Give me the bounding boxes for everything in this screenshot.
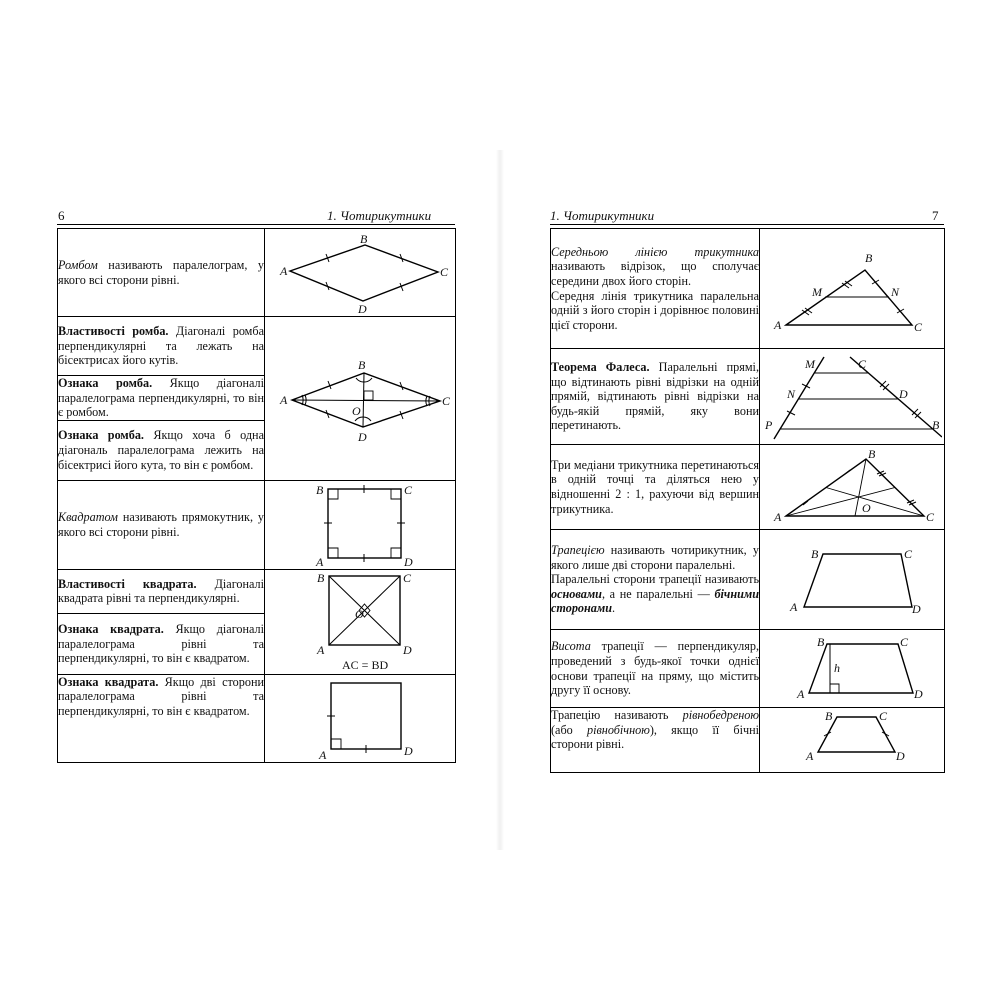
square-figure-cell [265, 480, 456, 569]
vertex-C: C [442, 394, 450, 409]
vertex-C: C [926, 510, 935, 524]
page-number: 7 [932, 208, 939, 223]
square-diagonals-figure-cell [265, 569, 456, 674]
point-D: D [899, 386, 908, 401]
vertex-D: D [404, 744, 413, 759]
vertex-D: D [358, 430, 367, 445]
table-row [58, 229, 456, 317]
trapezoid-diagram [762, 532, 942, 628]
medians-figure-cell [760, 445, 945, 530]
vertex-B: B [811, 546, 819, 561]
square-test-2: Ознака квадрата. Якщо дві сторони паралелограма рівні та перпендикулярні, то він є квадратом. [58, 674, 265, 762]
vertex-C: C [404, 482, 413, 497]
vertex-B: B [360, 231, 368, 246]
left-page [0, 0, 497, 1000]
point-N: N [787, 386, 796, 401]
point-B: B [932, 417, 940, 432]
center-O: O [355, 606, 364, 621]
rhombus-diagonals-figure-cell [265, 317, 456, 481]
table-row [551, 630, 945, 708]
diagonals-equal-formula: AC = BD [342, 657, 389, 672]
midline-figure-cell [760, 229, 945, 349]
vertex-A: A [280, 263, 288, 278]
vertex-A: A [317, 642, 325, 657]
rhombus-test-2: Ознака ромба. Якщо хоча б одна діагональ паралелограма лежить на бісектрисі його кута, то він є ромбом. [58, 420, 265, 480]
vertex-C: C [440, 264, 449, 279]
rhombus-diagonals-diagram [270, 323, 450, 473]
isosceles-trapezoid-diagram [762, 710, 942, 770]
right-page [503, 0, 1000, 1000]
vertex-C: C [403, 570, 412, 585]
vertex-C: C [900, 634, 909, 649]
triangle-medians-diagram [762, 446, 942, 528]
isosceles-trapezoid-figure-cell [760, 708, 945, 773]
point-C: C [858, 356, 867, 371]
vertex-A: A [790, 599, 798, 614]
table-row [551, 349, 945, 445]
vertex-C: C [904, 546, 913, 561]
square-sides-figure-cell [265, 674, 456, 762]
vertex-A: A [797, 686, 805, 701]
midline-definition: Середньою лінією трикутника називають відрізок, що сполучає середини двох його сторін. Середня лінія трикутника паралельна одній з його сторін і дорівнює половині цієї сторони. [551, 229, 760, 349]
triangle-midline-diagram [762, 232, 942, 346]
vertex-A: A [774, 510, 782, 524]
rhombus-test-1: Ознака ромба. Якщо діагоналі паралелограма перпендикулярні, то він є ромбом. [58, 376, 264, 420]
table-row [58, 317, 456, 376]
trapezoid-figure-cell [760, 530, 945, 630]
square-diagonals-diagram [270, 570, 450, 674]
thales-diagram [762, 351, 942, 443]
table-row [58, 480, 456, 569]
table-row [58, 674, 456, 762]
vertex-D: D [896, 749, 905, 763]
vertex-A: A [774, 317, 782, 332]
rhombus-figure-cell [265, 229, 456, 317]
vertex-B: B [316, 482, 324, 497]
rhombus-definition: Ромбом називають паралелограм, у якого всі сторони рівні. [58, 229, 265, 317]
midpoint-M: M [812, 284, 822, 299]
square-test-1: Ознака квадрата. Якщо діагоналі паралелограма рівні та перпендикулярні, то він є квадратом. [58, 614, 265, 675]
chapter-title: 1. Чотирикутники [327, 208, 432, 223]
definitions-table-right [550, 228, 945, 773]
square-properties: Властивості квадрата. Діагоналі квадрата рівні та перпендикулярні. [58, 569, 265, 613]
vertex-B: B [868, 447, 876, 461]
vertex-D: D [403, 642, 412, 657]
vertex-B: B [825, 710, 833, 723]
table-row [551, 530, 945, 630]
vertex-B: B [358, 358, 366, 373]
vertex-D: D [358, 301, 367, 314]
vertex-D: D [404, 554, 413, 568]
trapezoid-height-diagram [762, 631, 942, 707]
vertex-A: A [806, 749, 814, 763]
point-M: M [805, 356, 815, 371]
table-row [551, 445, 945, 530]
point-P: P [765, 417, 773, 432]
vertex-A: A [280, 393, 288, 408]
centroid-O: O [862, 501, 871, 515]
square-sides-diagram [270, 675, 450, 761]
vertex-C: C [914, 319, 923, 334]
definitions-table-left [57, 228, 456, 763]
thales-theorem: Теорема Фалеса. Паралельні прямі, що відтинають рівні відрізки на одній прямій, відтинають рівні відрізки на будь-якій прямій, яку вони перетинають. [551, 349, 760, 445]
medians-theorem: Три медіани трикутника перетинаються в одній точці та діляться нею у відношенні 2 : 1, рахуючи від вершин трикутника. [551, 445, 760, 530]
vertex-A: A [316, 554, 324, 568]
vertex-B: B [865, 250, 873, 265]
table-row [551, 229, 945, 349]
square-definition: Квадратом називають прямокутник, у якого всі сторони рівні. [58, 480, 265, 569]
height-h: h [834, 660, 840, 675]
thales-figure-cell [760, 349, 945, 445]
table-row [551, 708, 945, 773]
header-rule [550, 224, 944, 225]
vertex-D: D [912, 601, 921, 616]
vertex-B: B [317, 570, 325, 585]
isosceles-trapezoid-definition: Трапецію називають рівнобедреною (або рівнобічною), якщо її бічні сторони рівні. [551, 708, 760, 773]
header-rule [57, 224, 455, 225]
vertex-D: D [914, 686, 923, 701]
vertex-C: C [879, 710, 888, 723]
rhombus-diagram [270, 232, 450, 314]
trapezoid-height-figure-cell [760, 630, 945, 708]
vertex-B: B [817, 634, 825, 649]
trapezoid-definition: Трапецією називають чотирикутник, у якого лише дві сторони паралельні. Паралельні сторони трапеції називають основами, а не паралельні — бічними сторонами. [551, 530, 760, 630]
vertex-A: A [319, 748, 327, 762]
rhombus-properties: Властивості ромба. Діагоналі ромба перпендикулярні та лежать на бісектрисах його кутів. [58, 317, 265, 376]
table-row [58, 569, 456, 613]
midpoint-N: N [891, 284, 900, 299]
center-O: O [352, 404, 361, 419]
chapter-title: 1. Чотирикутники [550, 208, 655, 223]
page-number: 6 [58, 208, 65, 223]
trapezoid-height-definition: Висота трапеції — перпендикуляр, проведений з будь-якої точки однієї основи трапеції на пряму, що містить другу її основу. [551, 630, 760, 708]
square-diagram [270, 482, 450, 568]
